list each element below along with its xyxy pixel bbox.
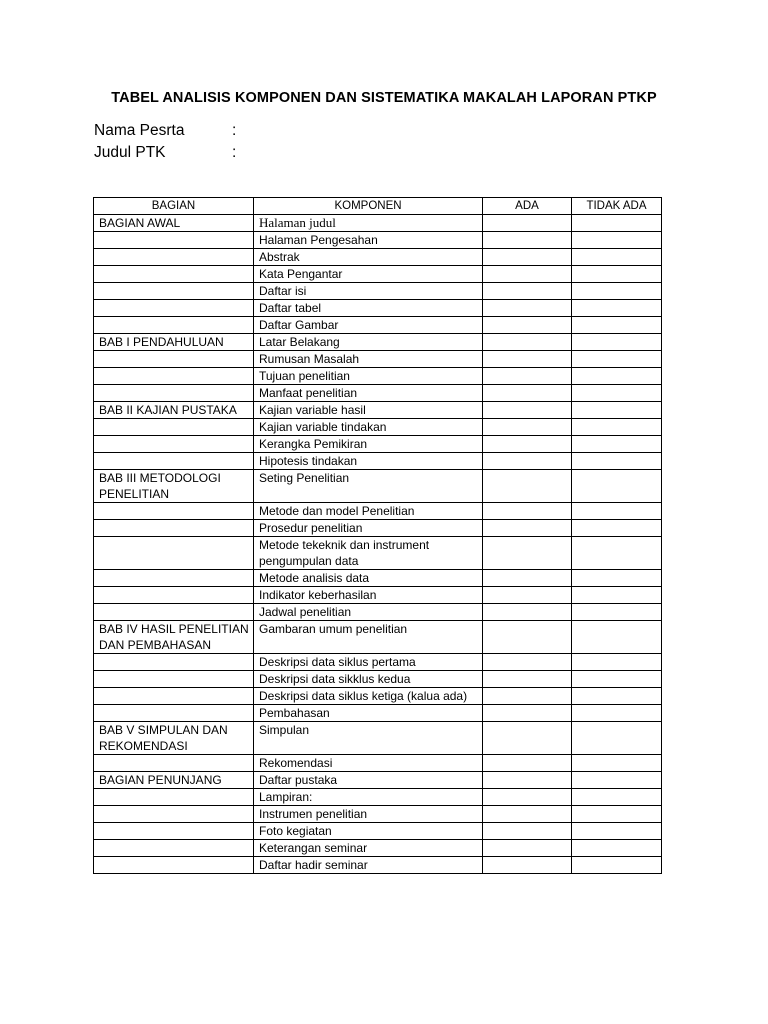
cell-bagian [94, 419, 254, 436]
cell-ada-checkbox[interactable] [483, 351, 572, 368]
cell-komponen: Metode analisis data [254, 570, 483, 587]
cell-komponen: Abstrak [254, 249, 483, 266]
cell-ada-checkbox[interactable] [483, 317, 572, 334]
cell-komponen: Keterangan seminar [254, 840, 483, 857]
cell-tidak-ada-checkbox[interactable] [572, 334, 662, 351]
cell-komponen: Latar Belakang [254, 334, 483, 351]
cell-ada-checkbox[interactable] [483, 857, 572, 874]
cell-bagian [94, 604, 254, 621]
cell-tidak-ada-checkbox[interactable] [572, 402, 662, 419]
cell-bagian [94, 857, 254, 874]
cell-ada-checkbox[interactable] [483, 249, 572, 266]
analysis-table [93, 197, 662, 874]
header-bagian: BAGIAN [94, 198, 254, 215]
cell-ada-checkbox[interactable] [483, 334, 572, 351]
cell-komponen: Seting Penelitian [254, 470, 483, 503]
cell-bagian [94, 688, 254, 705]
cell-bagian [94, 823, 254, 840]
table-row [94, 317, 662, 334]
cell-komponen: Daftar pustaka [254, 772, 483, 789]
cell-komponen: Kerangka Pemikiran [254, 436, 483, 453]
table-row [94, 453, 662, 470]
table-row [94, 436, 662, 453]
cell-komponen: Rekomendasi [254, 755, 483, 772]
cell-tidak-ada-checkbox[interactable] [572, 857, 662, 874]
cell-tidak-ada-checkbox[interactable] [572, 368, 662, 385]
table-row [94, 789, 662, 806]
field-nama-peserta [94, 122, 236, 140]
field-judul-ptk [94, 144, 236, 162]
cell-ada-checkbox[interactable] [483, 436, 572, 453]
table-row [94, 688, 662, 705]
cell-bagian: BAB II KAJIAN PUSTAKA [94, 402, 254, 419]
cell-tidak-ada-checkbox[interactable] [572, 755, 662, 772]
table-row [94, 419, 662, 436]
cell-ada-checkbox[interactable] [483, 215, 572, 232]
cell-bagian: BAB III METODOLOGI PENELITIAN [94, 470, 254, 503]
cell-ada-checkbox[interactable] [483, 789, 572, 806]
table-row [94, 654, 662, 671]
cell-ada-checkbox[interactable] [483, 570, 572, 587]
cell-tidak-ada-checkbox[interactable] [572, 840, 662, 857]
cell-tidak-ada-checkbox[interactable] [572, 621, 662, 654]
cell-tidak-ada-checkbox[interactable] [572, 654, 662, 671]
table-row [94, 840, 662, 857]
cell-bagian [94, 570, 254, 587]
cell-tidak-ada-checkbox[interactable] [572, 570, 662, 587]
cell-tidak-ada-checkbox[interactable] [572, 232, 662, 249]
table-row [94, 368, 662, 385]
cell-bagian [94, 351, 254, 368]
table-row [94, 621, 662, 654]
table-row [94, 249, 662, 266]
cell-tidak-ada-checkbox[interactable] [572, 266, 662, 283]
cell-komponen: Indikator keberhasilan [254, 587, 483, 604]
table-row [94, 772, 662, 789]
cell-komponen: Gambaran umum penelitian [254, 621, 483, 654]
cell-ada-checkbox[interactable] [483, 470, 572, 503]
cell-tidak-ada-checkbox[interactable] [572, 789, 662, 806]
cell-ada-checkbox[interactable] [483, 621, 572, 654]
cell-ada-checkbox[interactable] [483, 772, 572, 789]
cell-ada-checkbox[interactable] [483, 385, 572, 402]
cell-tidak-ada-checkbox[interactable] [572, 520, 662, 537]
cell-bagian [94, 266, 254, 283]
cell-ada-checkbox[interactable] [483, 604, 572, 621]
table-row [94, 823, 662, 840]
cell-tidak-ada-checkbox[interactable] [572, 470, 662, 503]
header-ada: ADA [483, 198, 572, 215]
cell-ada-checkbox[interactable] [483, 587, 572, 604]
cell-tidak-ada-checkbox[interactable] [572, 604, 662, 621]
cell-bagian: BAB V SIMPULAN DAN REKOMENDASI [94, 722, 254, 755]
cell-tidak-ada-checkbox[interactable] [572, 772, 662, 789]
cell-ada-checkbox[interactable] [483, 722, 572, 755]
cell-tidak-ada-checkbox[interactable] [572, 317, 662, 334]
cell-komponen: Foto kegiatan [254, 823, 483, 840]
cell-tidak-ada-checkbox[interactable] [572, 688, 662, 705]
cell-bagian [94, 368, 254, 385]
cell-bagian [94, 705, 254, 722]
cell-ada-checkbox[interactable] [483, 300, 572, 317]
header-tidak-ada: TIDAK ADA [572, 198, 662, 215]
table-row [94, 470, 662, 503]
cell-komponen: Halaman Pengesahan [254, 232, 483, 249]
cell-ada-checkbox[interactable] [483, 840, 572, 857]
cell-ada-checkbox[interactable] [483, 283, 572, 300]
cell-bagian [94, 453, 254, 470]
cell-bagian [94, 385, 254, 402]
cell-bagian: BAB IV HASIL PENELITIAN DAN PEMBAHASAN [94, 621, 254, 654]
table-row [94, 215, 662, 232]
cell-ada-checkbox[interactable] [483, 368, 572, 385]
cell-komponen: Metode dan model Penelitian [254, 503, 483, 520]
table-row [94, 503, 662, 520]
cell-tidak-ada-checkbox[interactable] [572, 351, 662, 368]
cell-bagian [94, 671, 254, 688]
cell-tidak-ada-checkbox[interactable] [572, 453, 662, 470]
cell-ada-checkbox[interactable] [483, 755, 572, 772]
cell-tidak-ada-checkbox[interactable] [572, 283, 662, 300]
cell-bagian [94, 283, 254, 300]
cell-bagian [94, 520, 254, 537]
table-row [94, 537, 662, 570]
cell-komponen: Prosedur penelitian [254, 520, 483, 537]
table-row [94, 857, 662, 874]
cell-tidak-ada-checkbox[interactable] [572, 806, 662, 823]
cell-tidak-ada-checkbox[interactable] [572, 587, 662, 604]
cell-bagian [94, 436, 254, 453]
table-row [94, 722, 662, 755]
cell-ada-checkbox[interactable] [483, 671, 572, 688]
cell-ada-checkbox[interactable] [483, 537, 572, 570]
table-row [94, 334, 662, 351]
table-row [94, 671, 662, 688]
cell-bagian [94, 654, 254, 671]
cell-bagian [94, 755, 254, 772]
cell-ada-checkbox[interactable] [483, 520, 572, 537]
table-row [94, 266, 662, 283]
cell-tidak-ada-checkbox[interactable] [572, 215, 662, 232]
cell-komponen: Kajian variable tindakan [254, 419, 483, 436]
cell-komponen: Kajian variable hasil [254, 402, 483, 419]
cell-bagian [94, 249, 254, 266]
cell-tidak-ada-checkbox[interactable] [572, 722, 662, 755]
cell-komponen: Metode tekeknik dan instrument pengumpulan data [254, 537, 483, 570]
cell-tidak-ada-checkbox[interactable] [572, 823, 662, 840]
cell-komponen: Lampiran: [254, 789, 483, 806]
table-row [94, 232, 662, 249]
table-row [94, 520, 662, 537]
table-row [94, 351, 662, 368]
cell-bagian: BAB I PENDAHULUAN [94, 334, 254, 351]
cell-komponen: Deskripsi data siklus ketiga (kalua ada) [254, 688, 483, 705]
cell-bagian [94, 537, 254, 570]
cell-tidak-ada-checkbox[interactable] [572, 436, 662, 453]
cell-tidak-ada-checkbox[interactable] [572, 419, 662, 436]
cell-tidak-ada-checkbox[interactable] [572, 705, 662, 722]
cell-ada-checkbox[interactable] [483, 503, 572, 520]
cell-tidak-ada-checkbox[interactable] [572, 503, 662, 520]
cell-ada-checkbox[interactable] [483, 705, 572, 722]
cell-ada-checkbox[interactable] [483, 232, 572, 249]
cell-komponen: Jadwal penelitian [254, 604, 483, 621]
cell-komponen: Kata Pengantar [254, 266, 483, 283]
table-body [94, 215, 662, 874]
cell-bagian [94, 840, 254, 857]
table-row [94, 402, 662, 419]
table-header-row [94, 198, 662, 215]
cell-ada-checkbox[interactable] [483, 266, 572, 283]
field-separator: : [232, 122, 237, 139]
field-separator: : [232, 144, 237, 161]
table-row [94, 604, 662, 621]
cell-komponen: Tujuan penelitian [254, 368, 483, 385]
table-row [94, 283, 662, 300]
cell-bagian [94, 806, 254, 823]
cell-ada-checkbox[interactable] [483, 453, 572, 470]
table-row [94, 385, 662, 402]
cell-komponen: Hipotesis tindakan [254, 453, 483, 470]
cell-komponen: Daftar tabel [254, 300, 483, 317]
cell-bagian [94, 789, 254, 806]
field-label: Nama Pesrta [94, 122, 185, 139]
cell-tidak-ada-checkbox[interactable] [572, 671, 662, 688]
cell-tidak-ada-checkbox[interactable] [572, 249, 662, 266]
cell-ada-checkbox[interactable] [483, 806, 572, 823]
table-row [94, 705, 662, 722]
cell-komponen: Manfaat penelitian [254, 385, 483, 402]
cell-komponen: Instrumen penelitian [254, 806, 483, 823]
cell-tidak-ada-checkbox[interactable] [572, 300, 662, 317]
table-row [94, 300, 662, 317]
table-row [94, 755, 662, 772]
cell-ada-checkbox[interactable] [483, 654, 572, 671]
cell-komponen: Simpulan [254, 722, 483, 755]
cell-ada-checkbox[interactable] [483, 402, 572, 419]
field-label: Judul PTK [94, 144, 166, 161]
cell-tidak-ada-checkbox[interactable] [572, 385, 662, 402]
cell-komponen: Daftar Gambar [254, 317, 483, 334]
cell-bagian: BAGIAN AWAL [94, 215, 254, 232]
cell-bagian [94, 503, 254, 520]
document-title: TABEL ANALISIS KOMPONEN DAN SISTEMATIKA MAKALAH LAPORAN PTKP [111, 90, 657, 106]
cell-komponen: Pembahasan [254, 705, 483, 722]
cell-komponen: Daftar isi [254, 283, 483, 300]
table-row [94, 806, 662, 823]
cell-ada-checkbox[interactable] [483, 823, 572, 840]
cell-bagian [94, 300, 254, 317]
cell-komponen: Halaman judul [254, 215, 483, 232]
header-komponen: KOMPONEN [254, 198, 483, 215]
cell-bagian [94, 587, 254, 604]
cell-komponen: Rumusan Masalah [254, 351, 483, 368]
cell-ada-checkbox[interactable] [483, 688, 572, 705]
cell-komponen: Deskripsi data siklus pertama [254, 654, 483, 671]
cell-tidak-ada-checkbox[interactable] [572, 537, 662, 570]
table-row [94, 570, 662, 587]
cell-komponen: Deskripsi data sikklus kedua [254, 671, 483, 688]
table-row [94, 587, 662, 604]
cell-bagian [94, 232, 254, 249]
cell-bagian [94, 317, 254, 334]
cell-bagian: BAGIAN PENUNJANG [94, 772, 254, 789]
cell-komponen: Daftar hadir seminar [254, 857, 483, 874]
cell-ada-checkbox[interactable] [483, 419, 572, 436]
